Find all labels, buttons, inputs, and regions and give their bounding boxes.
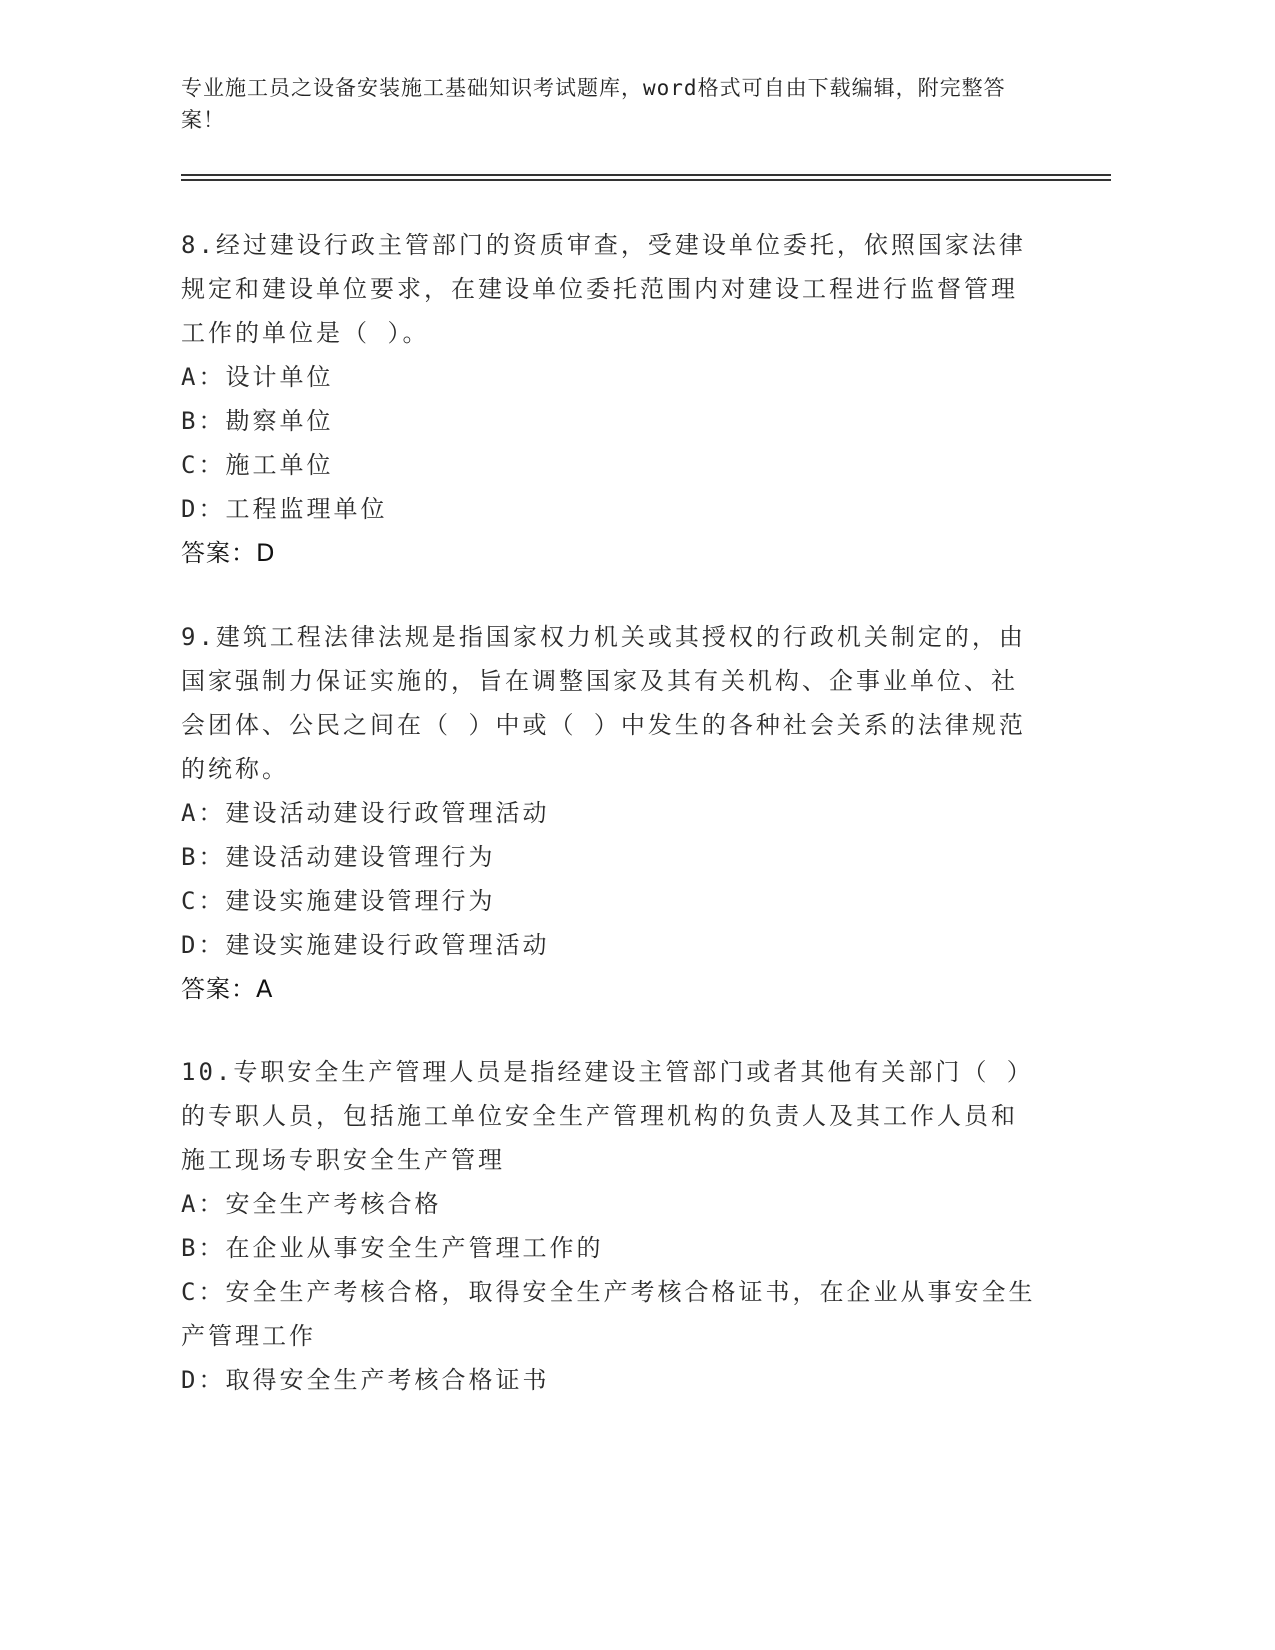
document-header: 专业施工员之设备安装施工基础知识考试题库，word格式可自由下载编辑，附完整答案！ (181, 76, 1006, 132)
option-d: D：建设实施建设行政管理活动 (181, 931, 550, 959)
question-text: 8.经过建设行政主管部门的资质审查，受建设单位委托，依照国家法律规定和建设单位要求，在建设单位委托范围内对建设工程进行监督管理工作的单位是（ ）。 (181, 231, 1026, 347)
option-a: A：建设活动建设行政管理活动 (181, 799, 550, 827)
header-divider-bottom (181, 179, 1111, 181)
question-text: 9.建筑工程法律法规是指国家权力机关或其授权的行政机关制定的，由国家强制力保证实施的，旨在调整国家及其有关机构、企事业单位、社会团体、公民之间在（ ）中或（ ）中发生的各种社会关系的法律规范的统称。 (181, 623, 1026, 783)
option-d: D：取得安全生产考核合格证书 (181, 1366, 550, 1394)
answer: 答案：D (181, 539, 276, 567)
option-a: A：安全生产考核合格 (181, 1190, 442, 1218)
question-8 (181, 223, 1041, 575)
header-divider-top (181, 174, 1111, 176)
option-b: B：在企业从事安全生产管理工作的 (181, 1234, 604, 1262)
question-10 (181, 1050, 1041, 1402)
option-d: D：工程监理单位 (181, 495, 388, 523)
question-9 (181, 615, 1041, 1011)
option-b: B：建设活动建设管理行为 (181, 843, 496, 871)
answer: 答案：A (181, 975, 274, 1003)
option-c: C：施工单位 (181, 451, 334, 479)
option-b: B：勘察单位 (181, 407, 334, 435)
option-a: A：设计单位 (181, 363, 334, 391)
question-text: 10.专职安全生产管理人员是指经建设主管部门或者其他有关部门（ ）的专职人员，包括施工单位安全生产管理机构的负责人及其工作人员和施工现场专职安全生产管理 (181, 1058, 1034, 1174)
option-c: C：建设实施建设管理行为 (181, 887, 496, 915)
option-c: C：安全生产考核合格，取得安全生产考核合格证书，在企业从事安全生产管理工作 (181, 1278, 1036, 1350)
